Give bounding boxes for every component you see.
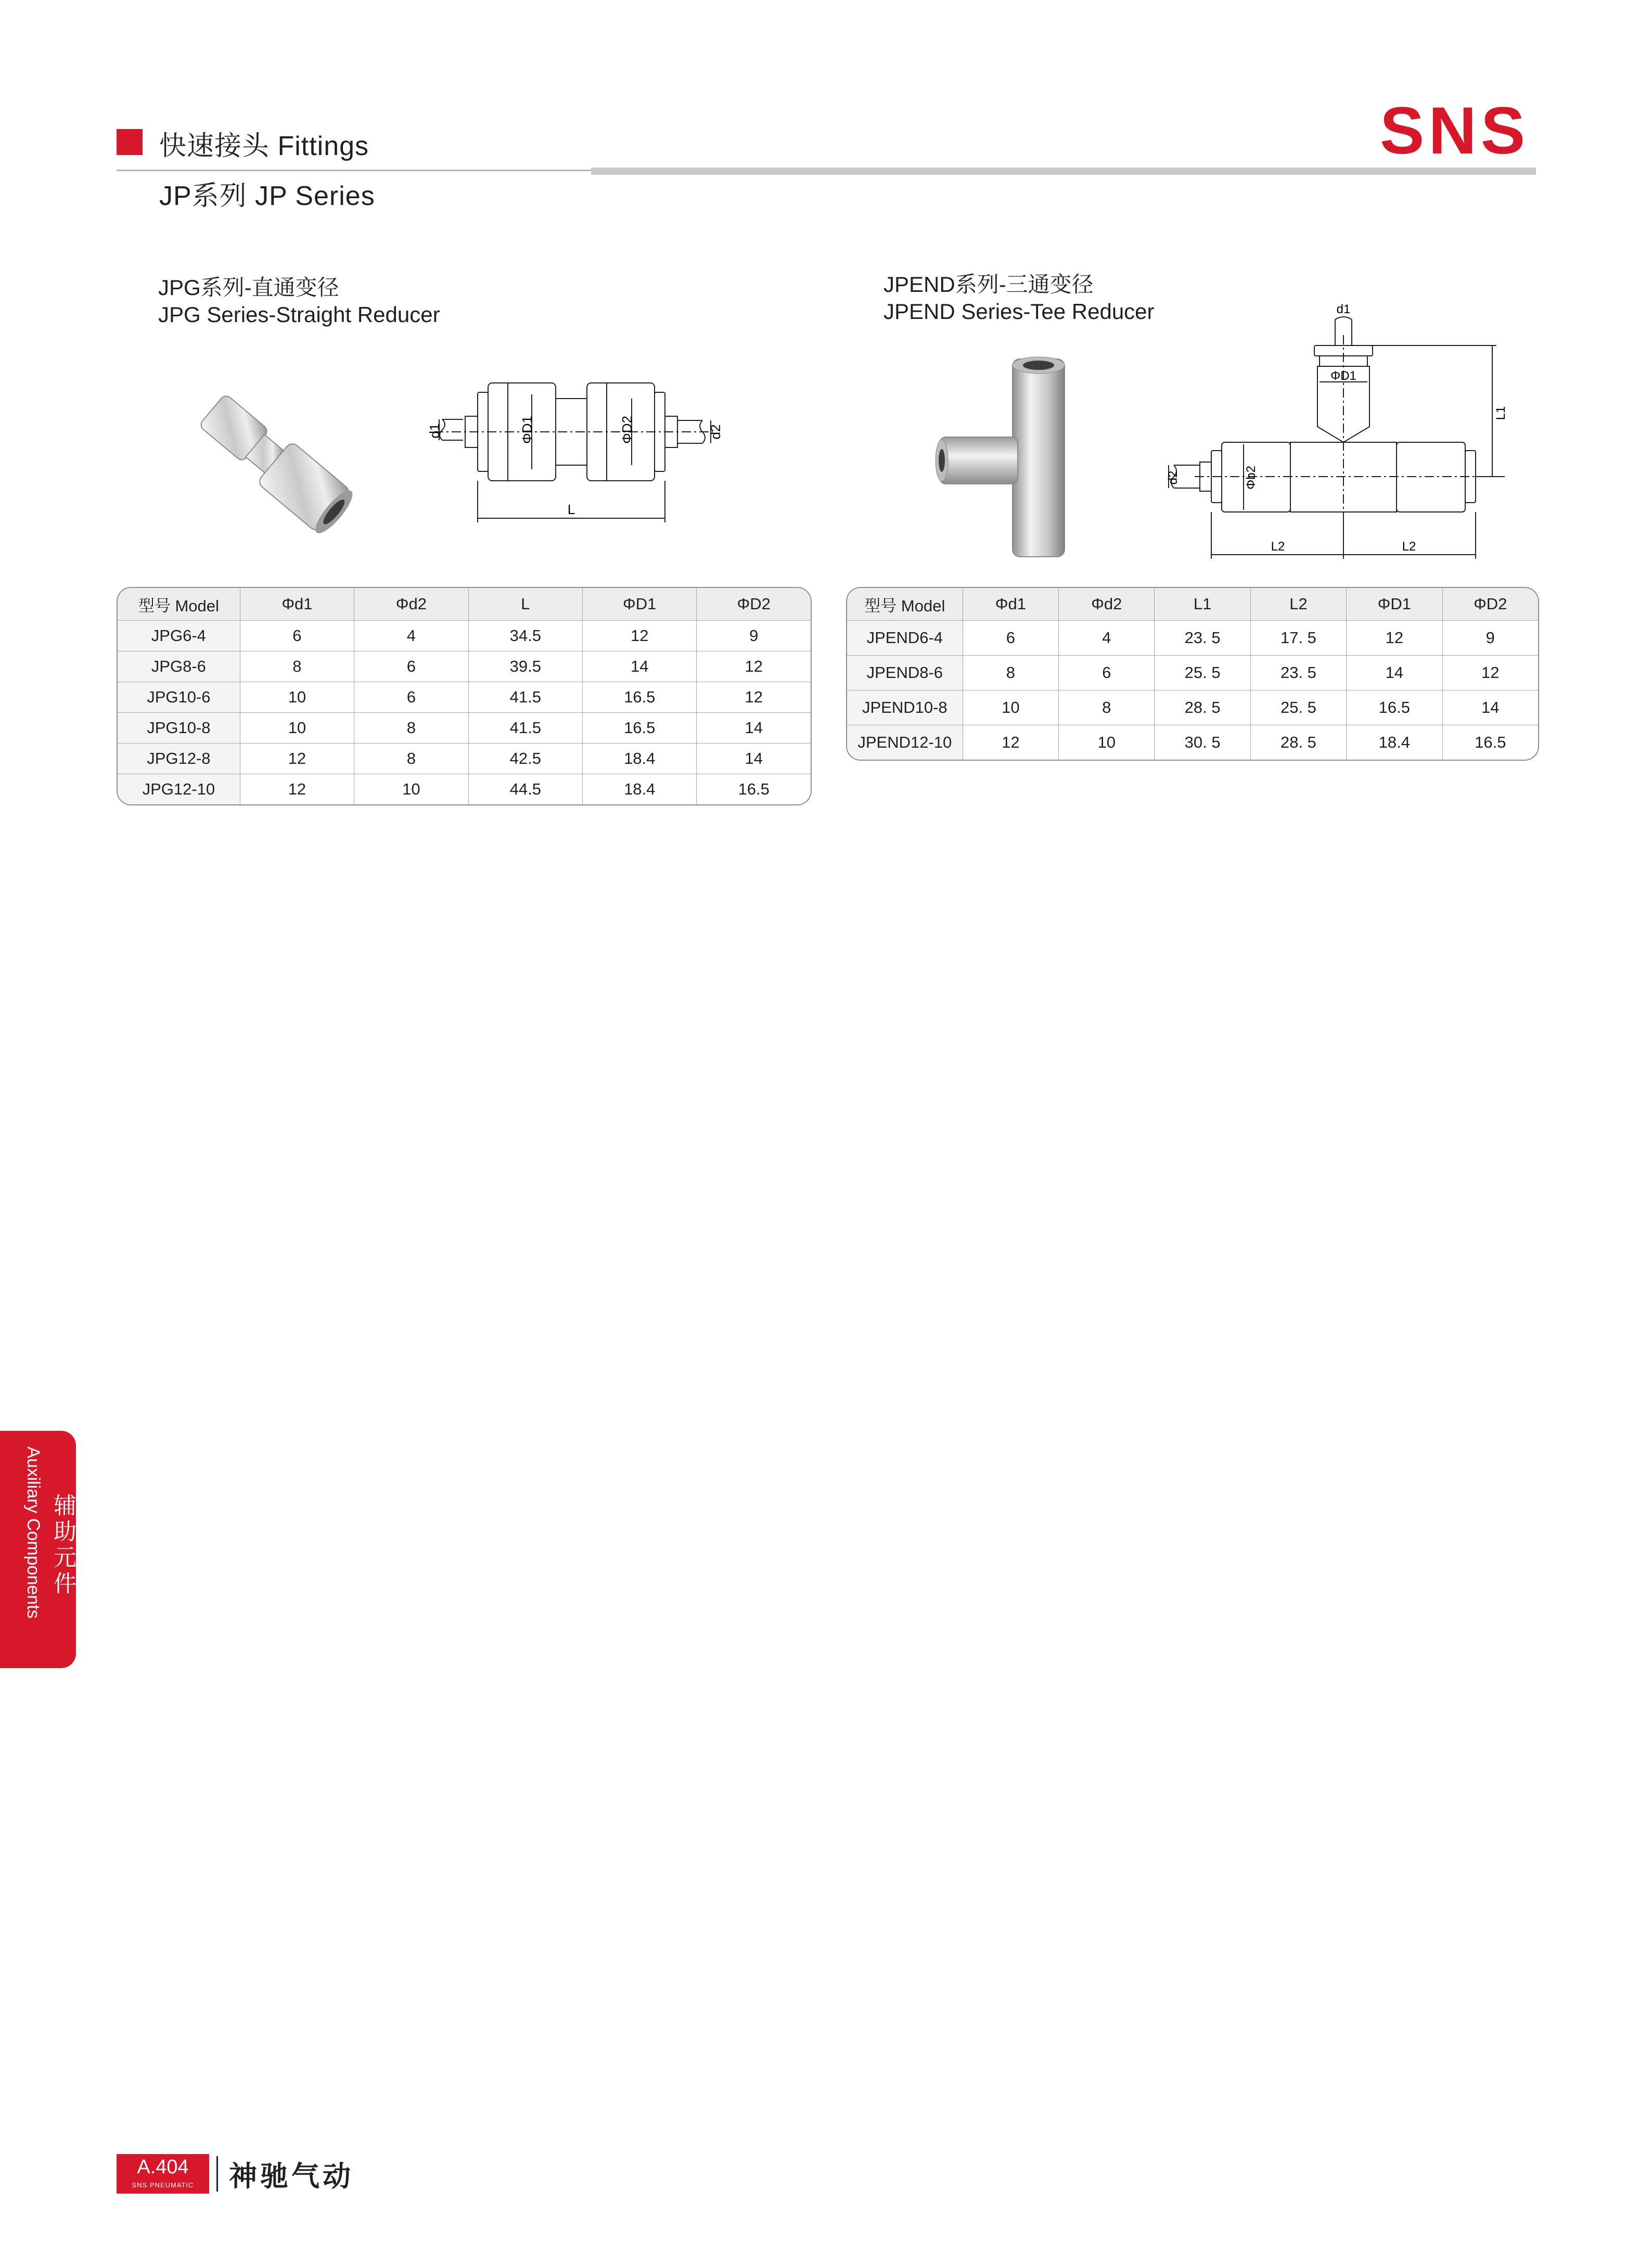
value-cell: 16.5 — [583, 682, 697, 713]
value-cell: 14 — [1347, 656, 1442, 690]
value-cell: 6 — [354, 682, 468, 713]
value-cell: 16.5 — [1347, 690, 1442, 725]
value-cell: 14 — [697, 744, 811, 774]
page-number: A.404 — [137, 2156, 189, 2178]
value-cell: 16.5 — [738, 780, 770, 798]
value-cell: 10 — [963, 690, 1059, 725]
jpg-spec-table — [117, 587, 812, 805]
brand-logo: SNS — [1380, 94, 1530, 168]
footer-divider — [216, 2156, 218, 2192]
table-row — [118, 774, 811, 804]
jpend-product-photo — [934, 354, 1091, 572]
jpend-dimension-drawing — [1163, 304, 1538, 564]
value-cell: 18.4 — [1347, 725, 1442, 760]
table-header-cell: 型号 Model — [118, 588, 240, 621]
value-cell: 12 — [963, 725, 1059, 760]
jpend-label-d1: d1 — [1336, 304, 1351, 316]
table-row — [118, 744, 811, 774]
value-cell: 44.5 — [469, 774, 583, 804]
value-cell: 12 — [697, 682, 811, 713]
value-cell: 10 — [1059, 725, 1155, 760]
table-row — [118, 682, 811, 713]
value-cell: 8 — [354, 713, 468, 744]
jpend-label-L1: L1 — [1494, 406, 1508, 420]
value-cell: 9 — [697, 621, 811, 651]
table-row — [118, 713, 811, 744]
value-cell: 28. 5 — [1251, 725, 1347, 760]
jpg-title-cn: JPG系列-直通变径 — [158, 275, 339, 300]
value-cell: 28. 5 — [1155, 690, 1250, 725]
table-header-cell: 型号 Model — [847, 588, 963, 621]
model-cell: JPEND8-6 — [847, 656, 963, 690]
value-cell: 8 — [1059, 690, 1155, 725]
value-cell: 14 — [583, 651, 697, 682]
value-cell: 8 — [354, 744, 468, 774]
value-cell: 23. 5 — [1251, 656, 1347, 690]
jpend-label-D1: ΦD1 — [1330, 369, 1356, 383]
model-cell: JPG10-8 — [118, 713, 240, 744]
header-divider-thin — [117, 170, 595, 171]
jpg-product-photo — [187, 375, 364, 552]
value-cell: 6 — [240, 621, 354, 651]
value-cell: 10 — [240, 713, 354, 744]
table-header-row — [847, 588, 1538, 621]
jpend-label-D2: Φb2 — [1244, 466, 1258, 490]
jpend-label-d2: d2 — [1166, 470, 1180, 485]
model-cell: JPG12-10 — [118, 774, 240, 804]
value-cell: 6 — [963, 621, 1059, 656]
value-cell: 25. 5 — [1251, 690, 1347, 725]
jpg-dimension-drawing — [421, 371, 796, 528]
value-cell: 30. 5 — [1155, 725, 1250, 760]
table-row — [118, 651, 811, 682]
value-cell: 41.5 — [469, 713, 583, 744]
value-cell: 4 — [354, 621, 468, 651]
table-header-cell: L — [469, 588, 583, 621]
value-cell: 16.5 — [1475, 733, 1506, 751]
page-number-badge — [117, 2154, 209, 2194]
model-cell: JPG6-4 — [118, 621, 240, 651]
jpend-title-cn: JPEND系列-三通变径 — [883, 272, 1094, 297]
table-row — [847, 621, 1538, 656]
jpg-label-d2: d2 — [708, 424, 723, 440]
table-header-cell: ΦD2 — [1443, 588, 1538, 621]
model-cell: JPEND6-4 — [847, 621, 963, 656]
value-cell: 39.5 — [469, 651, 583, 682]
page-badge-caption: SNS PNEUMATIC — [132, 2181, 194, 2189]
footer-brand: 神驰气动 — [229, 2161, 354, 2192]
value-cell: 12 — [1347, 621, 1442, 656]
value-cell: 6 — [354, 651, 468, 682]
side-tab-label-en: Auxiliary Components — [23, 1446, 43, 1619]
model-cell: JPEND12-10 — [847, 725, 963, 760]
value-cell: 12 — [1443, 656, 1538, 690]
value-cell: 41.5 — [469, 682, 583, 713]
table-row — [847, 725, 1538, 760]
value-cell: 42.5 — [469, 744, 583, 774]
value-cell: 12 — [583, 621, 697, 651]
jpend-label-L2-right: L2 — [1402, 540, 1416, 554]
value-cell: 16.5 — [583, 713, 697, 744]
jpend-label-L2-left: L2 — [1271, 540, 1285, 554]
value-cell: 4 — [1059, 621, 1155, 656]
table-header-cell: Φd1 — [963, 588, 1059, 621]
value-cell: 12 — [240, 744, 354, 774]
value-cell: 8 — [963, 656, 1059, 690]
table-header-cell: L1 — [1155, 588, 1250, 621]
table-header-cell: Φd1 — [240, 588, 354, 621]
series-title: JP系列 JP Series — [159, 181, 375, 211]
category-title: 快速接头 Fittings — [159, 131, 369, 161]
value-cell: 14 — [1443, 690, 1538, 725]
table-header-cell: ΦD1 — [1347, 588, 1442, 621]
table-header-cell: ΦD2 — [697, 588, 811, 621]
value-cell: 14 — [697, 713, 811, 744]
value-cell: 17. 5 — [1251, 621, 1347, 656]
value-cell: 6 — [1059, 656, 1155, 690]
value-cell: 23. 5 — [1155, 621, 1250, 656]
value-cell: 18.4 — [583, 774, 697, 804]
model-cell: JPG8-6 — [118, 651, 240, 682]
jpg-label-L: L — [567, 502, 575, 517]
value-cell: 9 — [1443, 621, 1538, 656]
value-cell: 18.4 — [583, 744, 697, 774]
jpg-label-d1: d1 — [427, 423, 442, 439]
model-cell: JPG10-6 — [118, 682, 240, 713]
table-header-cell: L2 — [1251, 588, 1347, 621]
table-header-cell: Φd2 — [354, 588, 468, 621]
table-row — [847, 656, 1538, 690]
table-header-cell: ΦD1 — [583, 588, 697, 621]
value-cell: 12 — [697, 651, 811, 682]
jpg-title-en: JPG Series-Straight Reducer — [158, 302, 440, 327]
table-row — [847, 690, 1538, 725]
value-cell: 25. 5 — [1155, 656, 1250, 690]
value-cell: 12 — [240, 774, 354, 804]
model-cell: JPG12-8 — [118, 744, 240, 774]
table-header-cell: Φd2 — [1059, 588, 1155, 621]
table-header-row — [118, 588, 811, 621]
jpg-label-D2: ΦD2 — [619, 416, 635, 444]
section-marker — [117, 129, 143, 155]
value-cell: 34.5 — [469, 621, 583, 651]
jpend-title-en: JPEND Series-Tee Reducer — [883, 299, 1155, 324]
value-cell: 10 — [240, 682, 354, 713]
side-tab-label-cn: 辅助元件 — [50, 1493, 75, 1597]
table-row — [118, 621, 811, 651]
model-cell: JPEND10-8 — [847, 690, 963, 725]
value-cell: 8 — [240, 651, 354, 682]
jpend-spec-table — [846, 587, 1539, 761]
jpg-label-D1: ΦD1 — [519, 416, 535, 444]
value-cell: 10 — [354, 774, 468, 804]
